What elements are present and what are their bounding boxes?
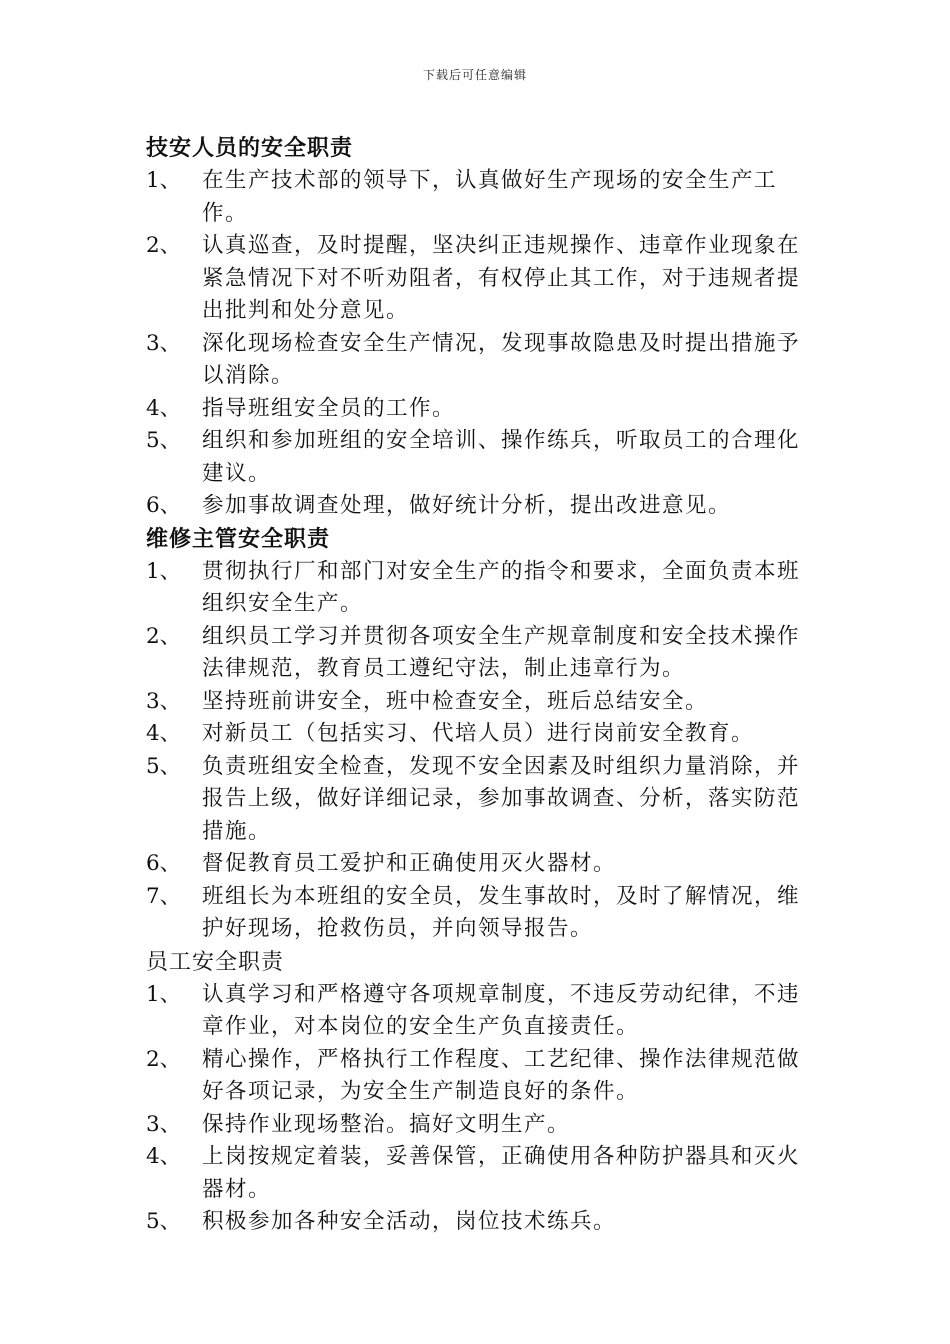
list-item xyxy=(146,328,810,393)
list-item xyxy=(146,1109,810,1142)
list-item xyxy=(146,1206,810,1239)
item-number: 1、 xyxy=(146,981,182,1007)
list-item xyxy=(146,718,810,751)
list-item xyxy=(146,1044,810,1109)
item-number: 1、 xyxy=(146,558,182,584)
item-number: 6、 xyxy=(146,851,182,876)
item-number: 3、 xyxy=(146,688,182,714)
item-text: 参加事故调查处理，做好统计分析，提出改进意见。 xyxy=(202,493,732,518)
item-number: 3、 xyxy=(146,330,182,356)
list-item xyxy=(146,848,810,881)
document-body xyxy=(146,132,810,1239)
item-text: 班组长为本班组的安全员，发生事故时，及时了解情况，维护好现场，抢救伤员，并向领导报告。 xyxy=(202,883,801,941)
item-text: 组织员工学习并贯彻各项安全生产规章制度和安全技术操作法律规范，教育员工遵纪守法，制止违章行为。 xyxy=(202,623,801,681)
item-text: 贯彻执行厂和部门对安全生产的指令和要求，全面负责本班组织安全生产。 xyxy=(202,558,801,616)
list-item xyxy=(146,393,810,426)
list-item xyxy=(146,979,810,1044)
item-number: 4、 xyxy=(146,395,182,421)
section-title-maintenance-supervisor: 维修主管安全职责 xyxy=(146,525,331,552)
list-item xyxy=(146,621,810,686)
item-text: 督促教育员工爱护和正确使用灭火器材。 xyxy=(202,851,617,876)
item-text: 精心操作，严格执行工作程度、工艺纪律、操作法律规范做好各项记录，为安全生产制造良好的条件。 xyxy=(202,1046,801,1104)
item-text: 对新员工（包括实习、代培人员）进行岗前安全教育。 xyxy=(202,721,755,746)
item-number: 2、 xyxy=(146,233,182,258)
item-text: 深化现场检查安全生产情况，发现事故隐患及时提出措施予以消除。 xyxy=(202,330,801,388)
section-title-employee: 员工安全职责 xyxy=(146,949,285,975)
item-text: 认真学习和严格遵守各项规章制度，不违反劳动纪律，不违章作业，对本岗位的安全生产负直接责任。 xyxy=(202,981,801,1039)
item-text: 指导班组安全员的工作。 xyxy=(202,395,456,421)
item-text: 上岗按规定着装，妥善保管，正确使用各种防护器具和灭火器材。 xyxy=(202,1144,801,1202)
item-text: 在生产技术部的领导下，认真做好生产现场的安全生产工作。 xyxy=(202,168,778,226)
item-number: 1、 xyxy=(146,168,182,193)
list-item xyxy=(146,881,810,946)
item-number: 4、 xyxy=(146,1144,182,1169)
item-number: 5、 xyxy=(146,428,182,453)
list-item xyxy=(146,556,810,621)
item-number: 2、 xyxy=(146,623,182,649)
item-text: 坚持班前讲安全，班中检查安全，班后总结安全。 xyxy=(202,688,709,714)
item-text: 积极参加各种安全活动，岗位技术练兵。 xyxy=(202,1209,617,1234)
list-item xyxy=(146,230,810,328)
item-text: 组织和参加班组的安全培训、操作练兵，听取员工的合理化建议。 xyxy=(202,428,801,486)
list-item xyxy=(146,490,810,523)
list-item xyxy=(146,425,810,490)
list-item xyxy=(146,165,810,230)
list-item xyxy=(146,751,810,849)
item-number: 3、 xyxy=(146,1111,182,1137)
item-text: 保持作业现场整治。搞好文明生产。 xyxy=(202,1111,571,1137)
section-title-tech-safety: 技安人员的安全职责 xyxy=(146,135,354,161)
list-item xyxy=(146,686,810,719)
page-header: 下载后可任意编辑 xyxy=(422,68,527,82)
item-number: 6、 xyxy=(146,493,182,518)
item-text: 负责班组安全检查，发现不安全因素及时组织力量消除，并报告上级，做好详细记录，参加事故调查、分析，落实防范措施。 xyxy=(202,753,801,844)
item-text: 认真巡查，及时提醒，坚决纠正违规操作、违章作业现象在紧急情况下对不听劝阻者，有权停止其工作，对于违规者提出批判和处分意见。 xyxy=(202,233,801,323)
item-number: 4、 xyxy=(146,721,182,746)
item-number: 5、 xyxy=(146,753,182,779)
item-number: 5、 xyxy=(146,1209,182,1234)
list-item xyxy=(146,1141,810,1206)
item-number: 2、 xyxy=(146,1046,182,1072)
item-number: 7、 xyxy=(146,883,182,909)
